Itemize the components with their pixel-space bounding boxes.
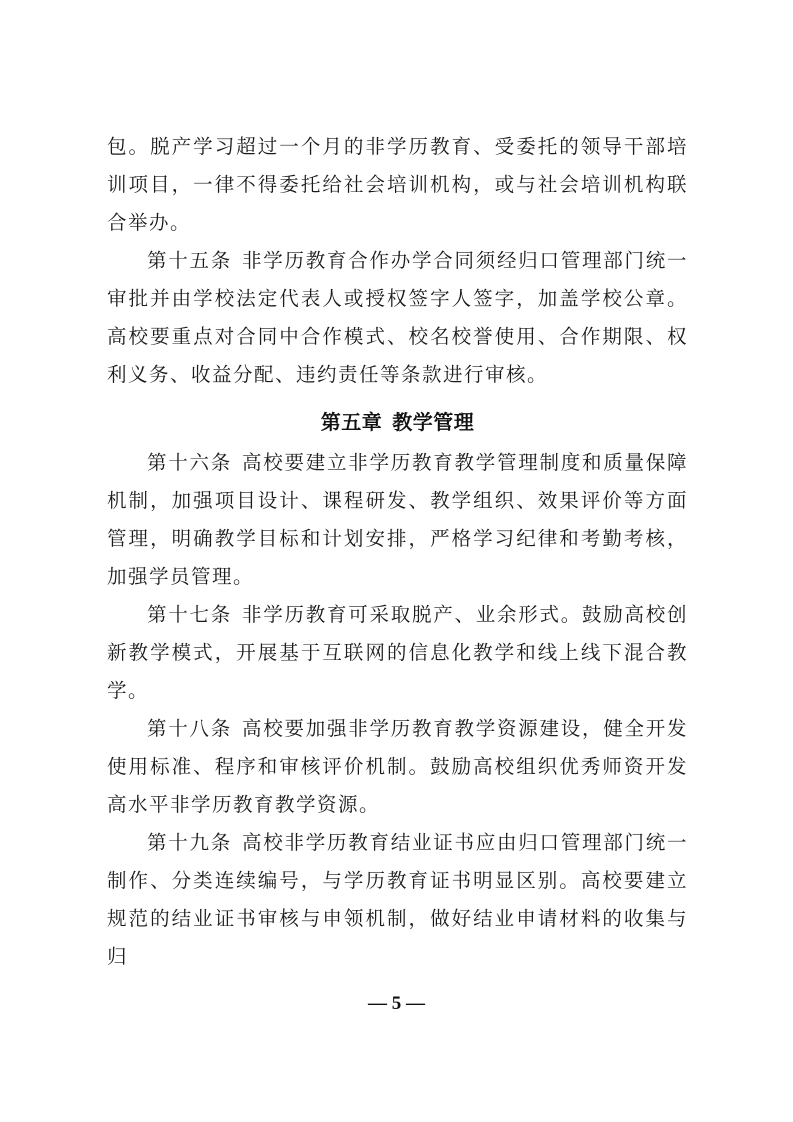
chapter-title: 教学管理: [392, 410, 475, 434]
article-17: [107, 596, 688, 710]
page-body: [107, 128, 688, 976]
article-15-label: 第十五条: [147, 249, 232, 272]
article-17-text: 非学历教育可采取脱产、业余形式。鼓励高校创新教学模式，开展基于互联网的信息化教学和线上线下混合教学。: [107, 603, 688, 702]
article-16-text: 高校要建立非学历教育教学管理制度和质量保障机制，加强项目设计、课程研发、教学组织、效果评价等方面管理，明确教学目标和计划安排，严格学习纪律和考勤考核，加强学员管理。: [107, 451, 688, 588]
article-15: [107, 242, 688, 394]
article-18-text: 高校要加强非学历教育教学资源建设，健全开发使用标准、程序和审核评价机制。鼓励高校组织优秀师资开发高水平非学历教育教学资源。: [107, 717, 688, 816]
page-number: — 5 —: [368, 993, 425, 1014]
article-19: [107, 824, 688, 976]
article-16-label: 第十六条: [147, 451, 232, 474]
chapter-number: 第五章: [320, 410, 383, 434]
article-17-label: 第十七条: [147, 603, 232, 626]
article-18: [107, 710, 688, 824]
article-15-text: 非学历教育合作办学合同须经归口管理部门统一审批并由学校法定代表人或授权签字人签字，加盖学校公章。高校要重点对合同中合作模式、校名校誉使用、合作期限、权利义务、收益分配、违约责任等条款进行审核。: [107, 249, 688, 386]
article-18-label: 第十八条: [147, 717, 232, 740]
continuation-paragraph: 包。脱产学习超过一个月的非学历教育、受委托的领导干部培训项目，一律不得委托给社会培训机构，或与社会培训机构联合举办。: [107, 135, 688, 234]
chapter-heading: [107, 400, 688, 444]
article-19-label: 第十九条: [147, 831, 232, 854]
article-16: [107, 444, 688, 596]
article-19-text: 高校非学历教育结业证书应由归口管理部门统一制作、分类连续编号，与学历教育证书明显区别。高校要建立规范的结业证书审核与申领机制，做好结业申请材料的收集与归: [107, 831, 688, 968]
